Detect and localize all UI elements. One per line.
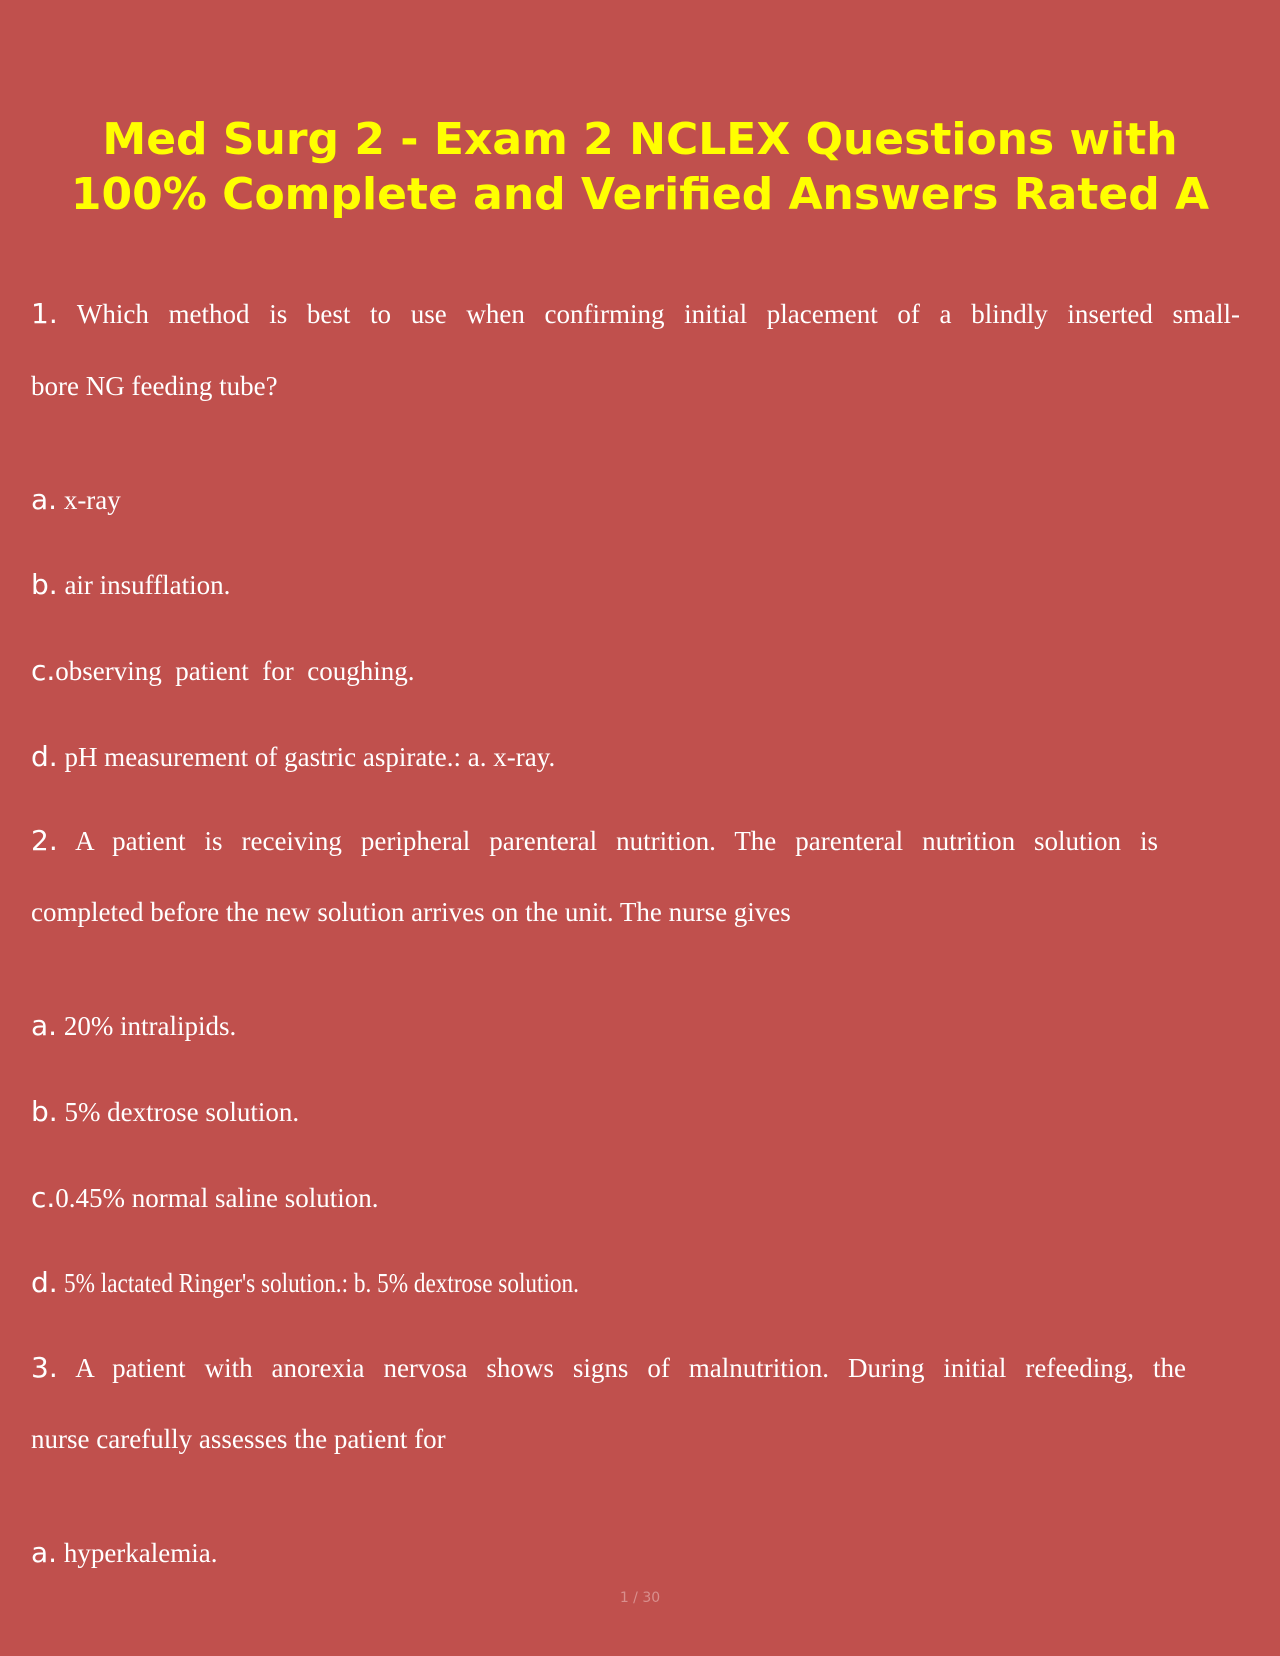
option-text: hyperkalemia. xyxy=(63,1538,218,1568)
option-letter: c. xyxy=(31,1181,56,1214)
question-1-option-a xyxy=(31,482,1240,518)
option-letter: c. xyxy=(31,654,56,687)
option-text: 5% lactated Ringer's solution.: b. 5% dextrose solution. xyxy=(64,1268,580,1298)
option-text: 20% intralipids. xyxy=(63,1011,237,1041)
option-text: observing patient for coughing. xyxy=(55,656,415,686)
option-text: 5% dextrose solution. xyxy=(64,1097,300,1127)
question-number: 3. xyxy=(31,1351,58,1384)
title-line-1: Med Surg 2 - Exam 2 NCLEX Questions with xyxy=(102,114,1178,165)
question-2-stem-line-1 xyxy=(31,823,1158,859)
question-3-stem-line-2: nurse carefully assesses the patient for xyxy=(31,1424,446,1454)
option-letter: a. xyxy=(31,1536,58,1569)
question-1-option-c xyxy=(31,653,1240,689)
question-1-stem-line-2: bore NG feeding tube? xyxy=(31,371,278,401)
question-1-option-b xyxy=(31,567,1240,603)
question-stem-text: A patient is receiving peripheral parenteral nutrition. The parenteral nutrition solution is xyxy=(75,826,1158,856)
document-title xyxy=(0,112,1280,222)
option-letter: a. xyxy=(31,1009,58,1042)
option-letter: a. xyxy=(31,483,58,516)
option-text: 0.45% normal saline solution. xyxy=(55,1183,379,1213)
question-1-stem-line-1 xyxy=(31,296,1240,332)
page-indicator: 1 / 30 xyxy=(619,1590,661,1606)
question-2-option-b xyxy=(31,1094,1240,1130)
question-number: 1. xyxy=(31,297,58,330)
option-text: air insufflation. xyxy=(64,570,231,600)
question-2-option-a xyxy=(31,1008,1240,1044)
question-number: 2. xyxy=(31,824,58,857)
title-line-2: 100% Complete and Verified Answers Rated A xyxy=(70,169,1210,220)
option-text: pH measurement of gastric aspirate.: a. x-ray. xyxy=(64,742,556,772)
question-3-option-a xyxy=(31,1535,1240,1571)
question-1-option-d xyxy=(31,739,1240,775)
question-2-option-c xyxy=(31,1180,1240,1216)
question-2-stem-line-2: completed before the new solution arrives on the unit. The nurse gives xyxy=(31,897,791,927)
option-letter: d. xyxy=(31,1266,58,1299)
question-3-stem-line-1 xyxy=(31,1350,1186,1386)
option-letter: b. xyxy=(31,1095,58,1128)
option-letter: b. xyxy=(31,568,58,601)
option-text: x-ray xyxy=(63,485,121,515)
question-stem-text: A patient with anorexia nervosa shows signs of malnutrition. During initial refeeding, the xyxy=(75,1353,1186,1383)
option-letter: d. xyxy=(31,740,58,773)
question-2-option-d xyxy=(31,1265,1240,1301)
question-stem-text: Which method is best to use when confirming initial placement of a blindly inserted small- xyxy=(76,299,1240,329)
